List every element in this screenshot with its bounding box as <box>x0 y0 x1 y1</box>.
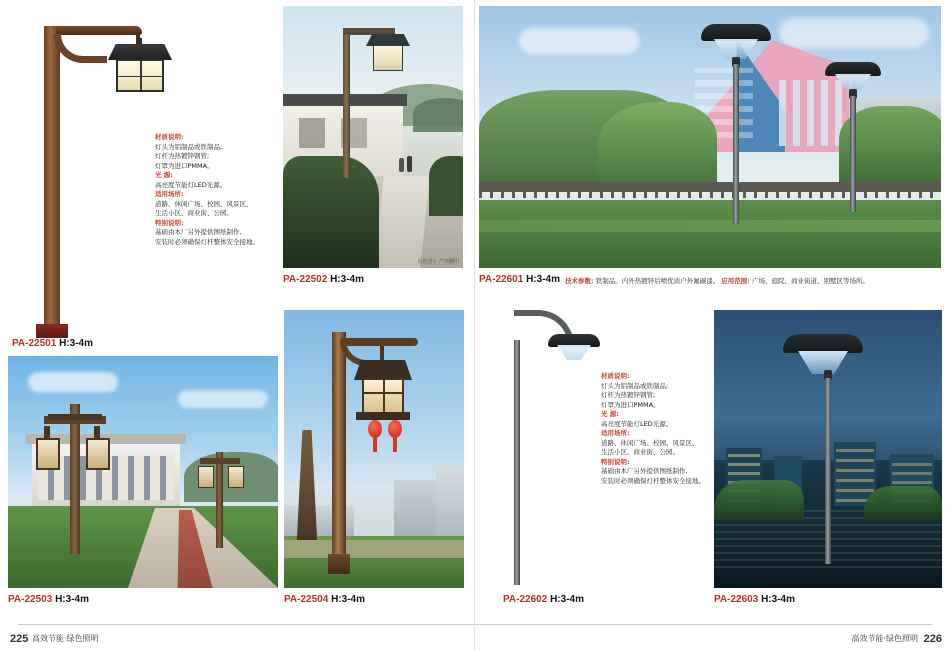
product-size-pa-22603: H:3-4m <box>761 594 795 605</box>
lamp-base <box>36 324 68 338</box>
lamp-illustration-pa-22603 <box>788 334 868 564</box>
caption-pa-22602 <box>503 594 584 605</box>
spec-heading-material: 材质说明: <box>155 133 184 141</box>
lamp-shaft <box>850 96 856 212</box>
spec-line: 灯杆为热镀锌钢管; <box>155 152 210 160</box>
product-code-pa-22503: PA-22503 <box>8 594 53 605</box>
spec-heading-light-source: 光 源: <box>601 410 619 418</box>
product-photo-pa-22502 <box>283 6 463 268</box>
product-size-pa-22504: H:3-4m <box>331 594 365 605</box>
spec-block-right <box>601 372 721 486</box>
product-size-pa-22602: H:3-4m <box>550 594 584 605</box>
spec-line: 安装时必须确保灯杆整体安全接地。 <box>155 237 259 246</box>
spec-label-scope: 应用范围: <box>721 277 750 285</box>
footer-text-left: 高效节能·绿色照明 <box>32 634 99 643</box>
caption-pa-22502 <box>283 274 364 285</box>
spec-line: 基础由本厂另外提供图纸制作, <box>155 228 242 236</box>
spec-line: 灯头为铝制品或铁制品; <box>155 142 223 151</box>
spec-line: 道路、休闲广场、校园、风景区、 <box>601 438 699 447</box>
footer-text-right: 高效节能·绿色照明 <box>851 634 918 643</box>
lantern-head <box>112 44 168 98</box>
spec-label-tech: 技术参数: <box>565 277 594 285</box>
product-size-pa-22501: H:3-4m <box>59 338 93 349</box>
spec-heading-material: 材质说明: <box>601 372 630 380</box>
lantern-roof <box>108 44 172 60</box>
product-code-pa-22501: PA-22501 <box>12 338 57 349</box>
lamp-glass <box>557 345 591 360</box>
lamp-head <box>548 334 600 360</box>
spec-heading-light-source: 光 源: <box>155 171 173 179</box>
page-number-right: 226 <box>923 633 942 645</box>
caption-pa-22501 <box>12 338 93 349</box>
lamp-glass <box>835 74 871 90</box>
footer-divider <box>18 624 932 625</box>
product-size-pa-22502: H:3-4m <box>330 274 364 285</box>
spec-line: 灯头为铝制品或铁制品; <box>601 381 669 390</box>
caption-pa-22601 <box>479 274 560 285</box>
lamp-illustration-primary <box>701 24 771 224</box>
caption-pa-22603 <box>714 594 795 605</box>
product-size-pa-22503: H:3-4m <box>55 594 89 605</box>
product-code-pa-22602: PA-22602 <box>503 594 548 605</box>
spec-heading-note: 特别说明: <box>601 457 630 466</box>
lantern-body <box>116 59 164 92</box>
product-photo-pa-22504 <box>284 310 464 588</box>
spec-line: 生活小区、商业街、公园。 <box>155 209 233 217</box>
caption-pa-22504 <box>284 594 365 605</box>
product-code-pa-22601: PA-22601 <box>479 274 524 285</box>
lamp-shaft <box>733 64 739 224</box>
lamp-cap <box>825 62 881 76</box>
lamp-shaft <box>514 340 520 585</box>
product-photo-pa-22601 <box>479 6 941 268</box>
product-code-pa-22603: PA-22603 <box>714 594 759 605</box>
lantern-finial <box>138 38 142 45</box>
page-spine <box>474 0 475 651</box>
spec-text-tech: 铁制品。内外热镀锌后喷优质户外氟碳漆。 <box>595 277 720 285</box>
spec-line: 灯杆为热镀锌钢管; <box>601 391 656 399</box>
spec-block-left <box>155 133 275 247</box>
product-photo-pa-22503 <box>8 356 278 588</box>
lamp-cap <box>701 24 771 41</box>
spec-line: 灯罩为进口PMMA。 <box>601 400 660 409</box>
spec-line: 安装时必须确保灯杆整体安全接地。 <box>601 476 705 485</box>
spec-line: 生活小区、商业街、公园。 <box>601 448 679 456</box>
spec-text-scope: 广场、庭院、商业街道、别墅区等场所。 <box>751 277 869 285</box>
photo-watermark-pa-22502: 原创图片 严禁翻印 <box>417 259 459 265</box>
lamp-illustration-secondary <box>825 62 881 212</box>
spec-heading-application: 适用场所: <box>601 429 630 437</box>
spec-line: 高亮度节能灯LED光源。 <box>155 180 227 189</box>
spec-line: 灯罩为进口PMMA。 <box>155 161 214 170</box>
product-size-pa-22601: H:3-4m <box>526 274 560 285</box>
spec-heading-application: 适用场所: <box>155 190 184 198</box>
caption-pa-22503 <box>8 594 89 605</box>
product-photo-pa-22603 <box>714 310 942 588</box>
lamp-glass <box>714 39 758 59</box>
lamp-glass <box>798 351 848 374</box>
product-code-pa-22504: PA-22504 <box>284 594 329 605</box>
spec-line: 高亮度节能灯LED光源。 <box>601 419 673 428</box>
inline-spec-pa-22601 <box>565 276 869 285</box>
lamp-arm <box>56 26 142 35</box>
page-number-left: 225 <box>10 633 29 645</box>
product-code-pa-22502: PA-22502 <box>283 274 328 285</box>
lamp-shaft <box>825 378 831 564</box>
spec-line: 基础由本厂另外提供图纸制作, <box>601 467 688 475</box>
spec-heading-note: 特别说明: <box>155 218 184 227</box>
lamp-cap <box>783 334 863 353</box>
spec-line: 道路、休闲广场、校园、风景区、 <box>155 199 253 208</box>
product-illustration-pa-22602 <box>496 300 616 585</box>
lamp-post <box>44 26 60 326</box>
